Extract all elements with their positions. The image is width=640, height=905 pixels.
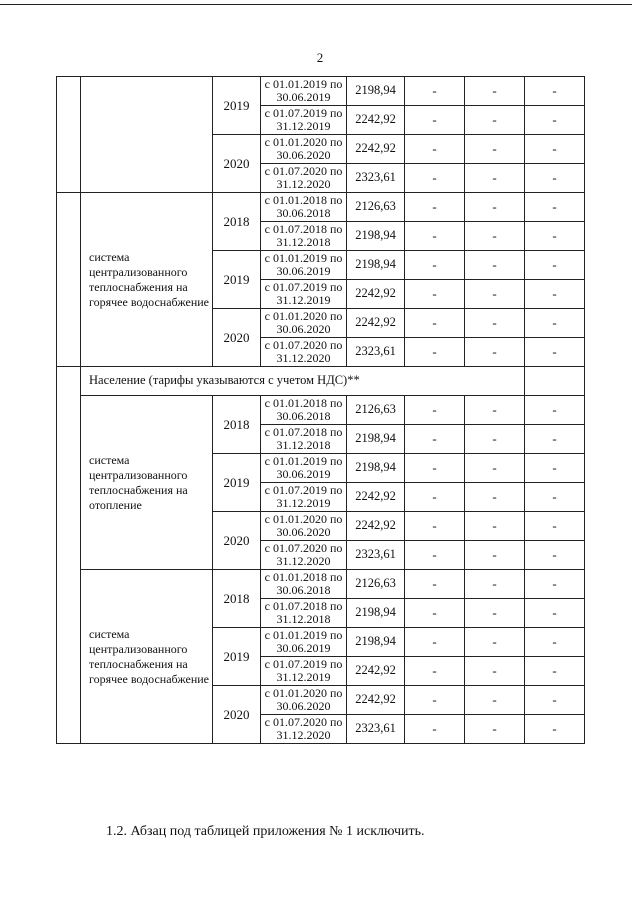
table-row — [57, 193, 585, 222]
dash-cell: - — [465, 483, 525, 512]
dash-cell: - — [405, 309, 465, 338]
value-cell: 2198,94 — [347, 222, 405, 251]
section-row — [57, 367, 585, 396]
service-cell: система централизованного теплоснабжения на отопление — [81, 396, 213, 570]
dash-cell: - — [525, 570, 585, 599]
value-cell: 2126,63 — [347, 193, 405, 222]
section-empty-cell — [525, 367, 585, 396]
dash-cell: - — [405, 541, 465, 570]
value-cell: 2198,94 — [347, 599, 405, 628]
table-row — [57, 396, 585, 425]
dash-cell: - — [405, 686, 465, 715]
value-cell: 2198,94 — [347, 628, 405, 657]
dash-cell: - — [405, 396, 465, 425]
dash-cell: - — [525, 106, 585, 135]
value-cell: 2242,92 — [347, 512, 405, 541]
year-cell: 2019 — [213, 454, 261, 512]
dash-cell: - — [525, 338, 585, 367]
group-cell — [57, 193, 81, 367]
dash-cell: - — [405, 135, 465, 164]
dash-cell: - — [465, 222, 525, 251]
dash-cell: - — [405, 715, 465, 744]
value-cell: 2126,63 — [347, 570, 405, 599]
service-cell — [81, 77, 213, 193]
period-cell: с 01.01.2020 по 30.06.2020 — [261, 686, 347, 715]
dash-cell: - — [525, 135, 585, 164]
year-cell: 2019 — [213, 251, 261, 309]
table-row — [57, 570, 585, 599]
page-number: 2 — [316, 50, 324, 65]
period-cell: с 01.07.2020 по 31.12.2020 — [261, 715, 347, 744]
dash-cell: - — [405, 338, 465, 367]
tariff-table — [56, 76, 585, 744]
period-cell: с 01.01.2018 по 30.06.2018 — [261, 570, 347, 599]
period-cell: с 01.01.2020 по 30.06.2020 — [261, 135, 347, 164]
year-cell: 2018 — [213, 396, 261, 454]
period-cell: с 01.07.2019 по 31.12.2019 — [261, 657, 347, 686]
value-cell: 2323,61 — [347, 338, 405, 367]
year-cell: 2020 — [213, 309, 261, 367]
value-cell: 2323,61 — [347, 715, 405, 744]
dash-cell: - — [465, 599, 525, 628]
dash-cell: - — [465, 280, 525, 309]
dash-cell: - — [465, 338, 525, 367]
year-cell: 2020 — [213, 135, 261, 193]
dash-cell: - — [405, 570, 465, 599]
dash-cell: - — [405, 106, 465, 135]
dash-cell: - — [465, 135, 525, 164]
value-cell: 2242,92 — [347, 483, 405, 512]
value-cell: 2242,92 — [347, 657, 405, 686]
dash-cell: - — [405, 483, 465, 512]
period-cell: с 01.07.2020 по 31.12.2020 — [261, 338, 347, 367]
dash-cell: - — [405, 77, 465, 106]
value-cell: 2242,92 — [347, 686, 405, 715]
year-cell: 2020 — [213, 686, 261, 744]
period-cell: с 01.07.2020 по 31.12.2020 — [261, 541, 347, 570]
year-cell: 2018 — [213, 570, 261, 628]
dash-cell: - — [465, 251, 525, 280]
period-cell: с 01.01.2019 по 30.06.2019 — [261, 454, 347, 483]
value-cell: 2198,94 — [347, 425, 405, 454]
value-cell: 2323,61 — [347, 164, 405, 193]
value-cell: 2242,92 — [347, 309, 405, 338]
group-cell — [57, 367, 81, 744]
dash-cell: - — [405, 222, 465, 251]
dash-cell: - — [405, 193, 465, 222]
dash-cell: - — [465, 309, 525, 338]
dash-cell: - — [465, 106, 525, 135]
value-cell: 2242,92 — [347, 280, 405, 309]
top-rule — [0, 4, 632, 5]
dash-cell: - — [465, 425, 525, 454]
dash-cell: - — [405, 454, 465, 483]
value-cell: 2323,61 — [347, 541, 405, 570]
dash-cell: - — [525, 280, 585, 309]
dash-cell: - — [525, 193, 585, 222]
period-cell: с 01.01.2018 по 30.06.2018 — [261, 396, 347, 425]
service-cell: система централизованного теплоснабжения на горячее водоснабжение — [81, 193, 213, 367]
dash-cell: - — [525, 483, 585, 512]
dash-cell: - — [525, 541, 585, 570]
dash-cell: - — [405, 425, 465, 454]
value-cell: 2242,92 — [347, 106, 405, 135]
period-cell: с 01.01.2019 по 30.06.2019 — [261, 251, 347, 280]
period-cell: с 01.07.2018 по 31.12.2018 — [261, 599, 347, 628]
dash-cell: - — [465, 396, 525, 425]
value-cell: 2198,94 — [347, 454, 405, 483]
dash-cell: - — [525, 657, 585, 686]
period-cell: с 01.07.2019 по 31.12.2019 — [261, 106, 347, 135]
dash-cell: - — [525, 512, 585, 541]
dash-cell: - — [465, 512, 525, 541]
group-cell — [57, 77, 81, 193]
dash-cell: - — [405, 251, 465, 280]
period-cell: с 01.07.2019 по 31.12.2019 — [261, 483, 347, 512]
section-title: Население (тарифы указываются с учетом НДС)** — [81, 367, 525, 396]
dash-cell: - — [525, 251, 585, 280]
dash-cell: - — [525, 396, 585, 425]
period-cell: с 01.07.2018 по 31.12.2018 — [261, 425, 347, 454]
dash-cell: - — [465, 164, 525, 193]
period-cell: с 01.07.2020 по 31.12.2020 — [261, 164, 347, 193]
period-cell: с 01.01.2020 по 30.06.2020 — [261, 309, 347, 338]
period-cell: с 01.07.2018 по 31.12.2018 — [261, 222, 347, 251]
dash-cell: - — [525, 454, 585, 483]
dash-cell: - — [525, 77, 585, 106]
period-cell: с 01.01.2019 по 30.06.2019 — [261, 77, 347, 106]
year-cell: 2019 — [213, 77, 261, 135]
dash-cell: - — [405, 512, 465, 541]
service-cell: система централизованного теплоснабжения на горячее водоснабжение — [81, 570, 213, 744]
footnote-paragraph: 1.2. Абзац под таблицей приложения № 1 исключить. — [106, 824, 425, 839]
dash-cell: - — [525, 599, 585, 628]
period-cell: с 01.07.2019 по 31.12.2019 — [261, 280, 347, 309]
value-cell: 2242,92 — [347, 135, 405, 164]
value-cell: 2198,94 — [347, 251, 405, 280]
period-cell: с 01.01.2020 по 30.06.2020 — [261, 512, 347, 541]
year-cell: 2018 — [213, 193, 261, 251]
value-cell: 2126,63 — [347, 396, 405, 425]
dash-cell: - — [465, 77, 525, 106]
year-cell: 2020 — [213, 512, 261, 570]
dash-cell: - — [465, 570, 525, 599]
dash-cell: - — [525, 222, 585, 251]
table-row — [57, 77, 585, 106]
dash-cell: - — [465, 686, 525, 715]
dash-cell: - — [465, 715, 525, 744]
dash-cell: - — [465, 454, 525, 483]
dash-cell: - — [465, 193, 525, 222]
value-cell: 2198,94 — [347, 77, 405, 106]
dash-cell: - — [525, 628, 585, 657]
dash-cell: - — [525, 715, 585, 744]
period-cell: с 01.01.2019 по 30.06.2019 — [261, 628, 347, 657]
dash-cell: - — [525, 164, 585, 193]
dash-cell: - — [525, 309, 585, 338]
year-cell: 2019 — [213, 628, 261, 686]
dash-cell: - — [405, 280, 465, 309]
dash-cell: - — [525, 425, 585, 454]
dash-cell: - — [405, 657, 465, 686]
dash-cell: - — [465, 628, 525, 657]
period-cell: с 01.01.2018 по 30.06.2018 — [261, 193, 347, 222]
dash-cell: - — [525, 686, 585, 715]
dash-cell: - — [405, 599, 465, 628]
dash-cell: - — [405, 164, 465, 193]
dash-cell: - — [405, 628, 465, 657]
dash-cell: - — [465, 541, 525, 570]
dash-cell: - — [465, 657, 525, 686]
